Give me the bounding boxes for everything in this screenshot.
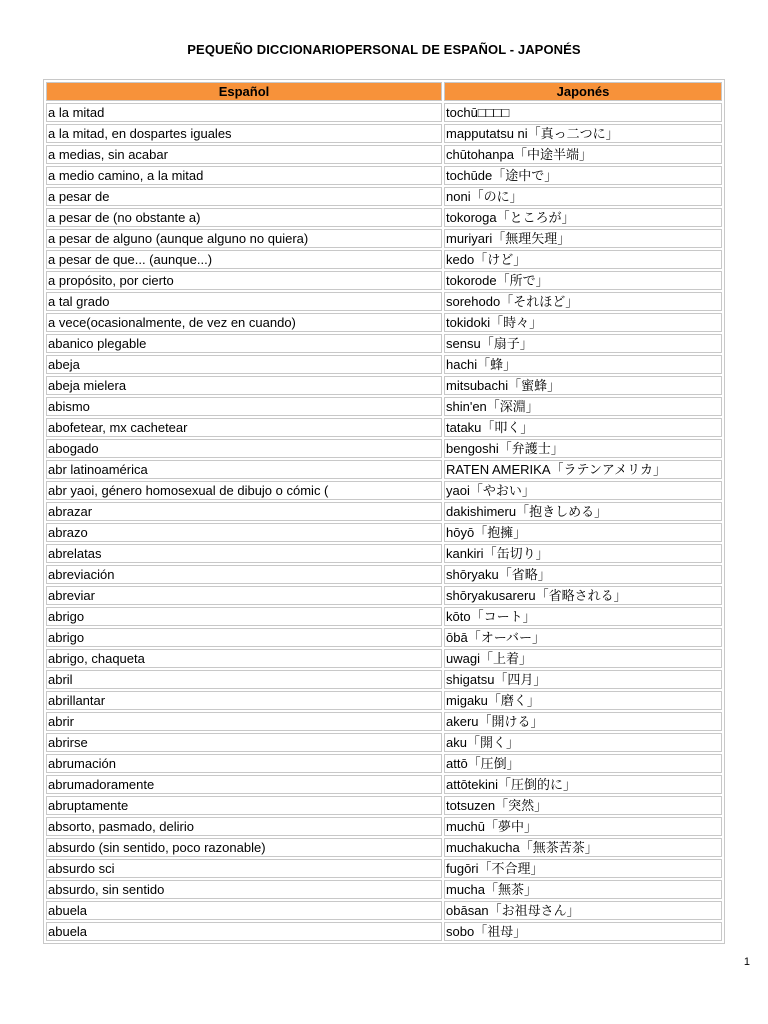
table-row [46,208,722,227]
table-row [46,565,722,584]
table-row [46,145,722,164]
table-row [46,691,722,710]
table-row [46,313,722,332]
table-row [46,754,722,773]
dictionary-table [43,79,725,944]
cell-spanish: a pesar de que... (aunque...) [46,250,442,269]
page-number: 1 [743,956,750,968]
table-row [46,376,722,395]
table-row [46,418,722,437]
cell-spanish: absurdo sci [46,859,442,878]
table-row [46,481,722,500]
cell-japanese: mapputatsu ni「真っ二つに」 [444,124,722,143]
cell-japanese: sensu「扇子」 [444,334,722,353]
cell-spanish: abrigo [46,628,442,647]
table-row [46,250,722,269]
cell-japanese: muchakucha「無茶苦茶」 [444,838,722,857]
cell-japanese: tokidoki「時々」 [444,313,722,332]
table-row [46,187,722,206]
cell-spanish: a propósito, por cierto [46,271,442,290]
cell-spanish: abrazo [46,523,442,542]
header-japanese: Japonés [444,82,722,101]
table-row [46,796,722,815]
cell-japanese: fugōri「不合理」 [444,859,722,878]
cell-japanese: uwagi「上着」 [444,649,722,668]
cell-spanish: abuela [46,901,442,920]
cell-spanish: abrirse [46,733,442,752]
table-row [46,817,722,836]
table-row [46,355,722,374]
cell-spanish: abofetear, mx cachetear [46,418,442,437]
cell-japanese: obāsan「お祖母さん」 [444,901,722,920]
cell-japanese: aku「開く」 [444,733,722,752]
cell-japanese: kōto「コート」 [444,607,722,626]
cell-japanese: yaoi「やおい」 [444,481,722,500]
cell-spanish: abrigo [46,607,442,626]
cell-spanish: abr latinoamérica [46,460,442,479]
table-row [46,838,722,857]
cell-spanish: a medias, sin acabar [46,145,442,164]
cell-japanese: shin'en「深淵」 [444,397,722,416]
cell-spanish: abeja [46,355,442,374]
table-row [46,292,722,311]
table-row [46,229,722,248]
cell-japanese: chūtohanpa「中途半端」 [444,145,722,164]
cell-japanese: migaku「磨く」 [444,691,722,710]
cell-spanish: abismo [46,397,442,416]
table-row [46,649,722,668]
dictionary-body [46,103,722,941]
table-row [46,880,722,899]
cell-japanese: dakishimeru「抱きしめる」 [444,502,722,521]
cell-japanese: tokorode「所で」 [444,271,722,290]
cell-japanese: RATEN AMERIKA「ラテンアメリカ」 [444,460,722,479]
cell-japanese: sorehodo「それほど」 [444,292,722,311]
cell-spanish: absurdo, sin sentido [46,880,442,899]
cell-spanish: a medio camino, a la mitad [46,166,442,185]
cell-spanish: abr yaoi, género homosexual de dibujo o cómic ( [46,481,442,500]
cell-japanese: hōyō「抱擁」 [444,523,722,542]
cell-spanish: a vece(ocasionalmente, de vez en cuando) [46,313,442,332]
cell-spanish: abruptamente [46,796,442,815]
table-row [46,628,722,647]
cell-spanish: abreviación [46,565,442,584]
cell-japanese: mucha「無茶」 [444,880,722,899]
cell-japanese: sobo「祖母」 [444,922,722,941]
cell-spanish: a pesar de [46,187,442,206]
cell-spanish: abreviar [46,586,442,605]
table-row [46,670,722,689]
cell-japanese: shōryakusareru「省略される」 [444,586,722,605]
cell-japanese: attōtekini「圧倒的に」 [444,775,722,794]
cell-japanese: ōbā「オーバー」 [444,628,722,647]
cell-japanese: attō「圧倒」 [444,754,722,773]
table-row [46,712,722,731]
cell-japanese: totsuzen「突然」 [444,796,722,815]
table-row [46,901,722,920]
cell-japanese: tokoroga「ところが」 [444,208,722,227]
cell-spanish: abrazar [46,502,442,521]
table-row [46,523,722,542]
table-row [46,166,722,185]
table-header-row [46,82,722,101]
cell-spanish: absorto, pasmado, delirio [46,817,442,836]
cell-spanish: a pesar de alguno (aunque alguno no quiera) [46,229,442,248]
table-row [46,124,722,143]
cell-japanese: muchū「夢中」 [444,817,722,836]
table-row [46,460,722,479]
cell-japanese: mitsubachi「蜜蜂」 [444,376,722,395]
cell-japanese: akeru「開ける」 [444,712,722,731]
cell-japanese: hachi「蜂」 [444,355,722,374]
cell-spanish: abrumación [46,754,442,773]
cell-spanish: absurdo (sin sentido, poco razonable) [46,838,442,857]
cell-spanish: abuela [46,922,442,941]
table-row [46,502,722,521]
cell-spanish: abril [46,670,442,689]
cell-spanish: a tal grado [46,292,442,311]
cell-spanish: a la mitad, en dospartes iguales [46,124,442,143]
cell-japanese: tochūde「途中で」 [444,166,722,185]
cell-japanese: tochū□□□□ [444,103,722,122]
table-row [46,334,722,353]
cell-japanese: kankiri「缶切り」 [444,544,722,563]
cell-japanese: kedo「けど」 [444,250,722,269]
cell-spanish: abrigo, chaqueta [46,649,442,668]
cell-japanese: muriyari「無理矢理」 [444,229,722,248]
table-row [46,586,722,605]
header-spanish: Español [46,82,442,101]
cell-spanish: abrillantar [46,691,442,710]
cell-spanish: a pesar de (no obstante a) [46,208,442,227]
document-title: PEQUEÑO DICCIONARIOPERSONAL DE ESPAÑOL - JAPONÉS [187,42,581,57]
cell-spanish: abrir [46,712,442,731]
cell-spanish: abrelatas [46,544,442,563]
cell-japanese: shōryaku「省略」 [444,565,722,584]
cell-spanish: abeja mielera [46,376,442,395]
table-row [46,544,722,563]
table-row [46,922,722,941]
cell-spanish: abogado [46,439,442,458]
cell-spanish: a la mitad [46,103,442,122]
table-row [46,103,722,122]
cell-spanish: abanico plegable [46,334,442,353]
table-row [46,607,722,626]
cell-japanese: bengoshi「弁護士」 [444,439,722,458]
cell-japanese: noni「のに」 [444,187,722,206]
table-row [46,775,722,794]
table-row [46,439,722,458]
table-row [46,271,722,290]
table-row [46,397,722,416]
cell-japanese: shigatsu「四月」 [444,670,722,689]
cell-spanish: abrumadoramente [46,775,442,794]
cell-japanese: tataku「叩く」 [444,418,722,437]
table-row [46,859,722,878]
table-row [46,733,722,752]
